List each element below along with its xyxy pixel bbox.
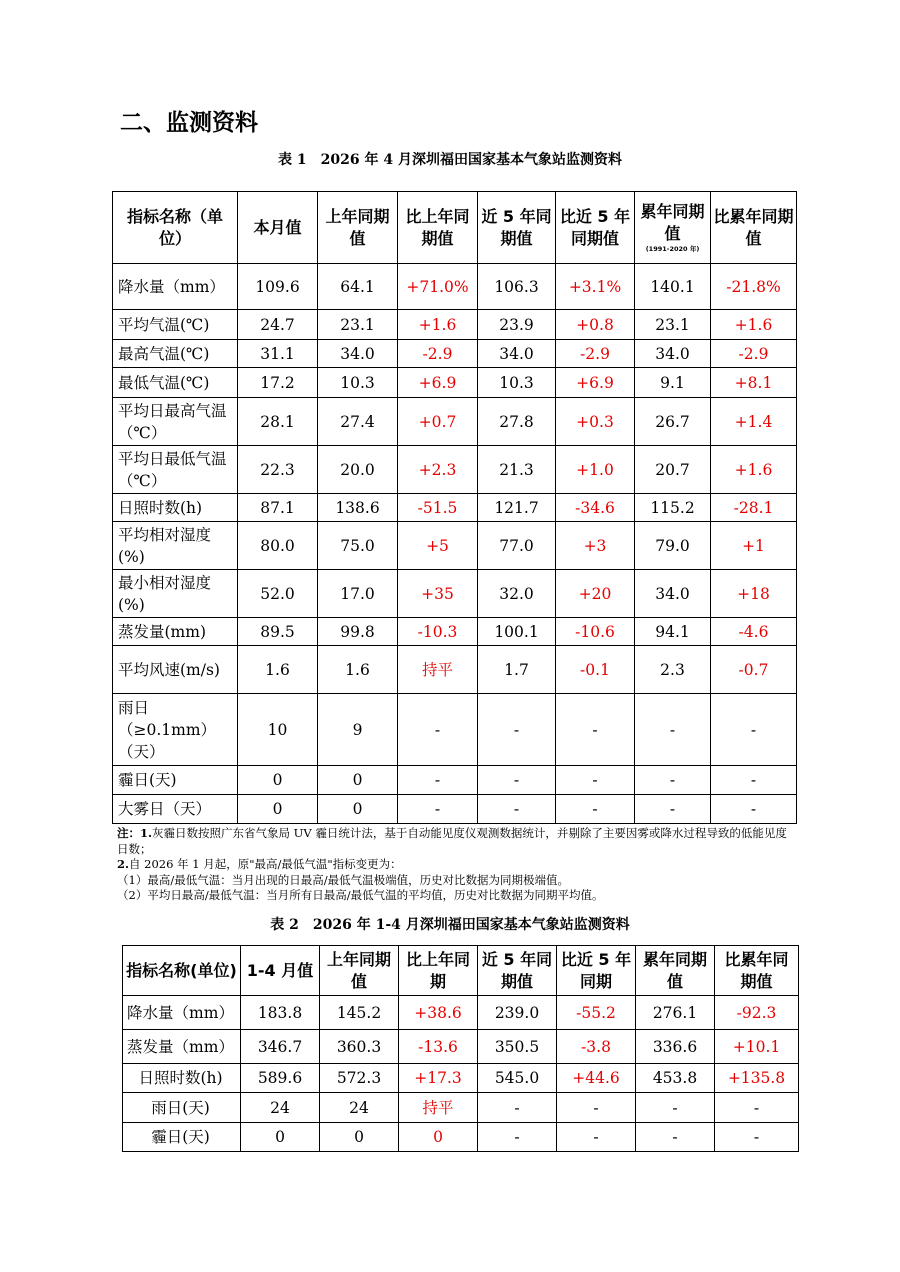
- table-cell: -: [556, 694, 635, 766]
- table-row: [113, 264, 797, 310]
- table2-caption: 表 2 2026 年 1-4 月深圳福田国家基本气象站监测资料: [270, 917, 630, 933]
- table-row: [113, 618, 797, 646]
- table-row: [113, 310, 797, 340]
- table-cell: 0: [238, 766, 318, 795]
- table-cell: -28.1: [711, 494, 797, 522]
- row-label: 蒸发量(mm): [113, 618, 238, 646]
- table-cell: 23.1: [318, 310, 398, 340]
- table-cell: 20.7: [635, 446, 711, 494]
- table-cell: -34.6: [556, 494, 635, 522]
- row-label: 日照时数(h): [113, 494, 238, 522]
- row-label: 平均相对湿度(%): [113, 522, 238, 570]
- table-cell: -: [636, 1123, 715, 1152]
- note-3: （1）最高/最低气温：当月出现的日最高/最低气温极端值，历史对比数据为同期极端值。: [117, 872, 570, 887]
- row-label: 最低气温(℃): [113, 368, 238, 398]
- column-header: [318, 192, 398, 264]
- table-cell: -: [635, 795, 711, 824]
- column-header-label: 累年同期值: [642, 949, 707, 991]
- table-row: [113, 368, 797, 398]
- table-cell: +1.6: [398, 310, 478, 340]
- table-cell: 0: [238, 795, 318, 824]
- table-cell: +6.9: [556, 368, 635, 398]
- table-cell: 346.7: [241, 1030, 320, 1064]
- table-cell: -2.9: [556, 340, 635, 368]
- table-cell: +10.1: [715, 1030, 799, 1064]
- table-cell: +20: [556, 570, 635, 618]
- table-cell: -: [478, 1123, 557, 1152]
- table-cell: +0.3: [556, 398, 635, 446]
- table-cell: 9: [318, 694, 398, 766]
- table-cell: -: [478, 1093, 557, 1123]
- table-cell: 34.0: [635, 340, 711, 368]
- table-cell: 64.1: [318, 264, 398, 310]
- table-cell: 1.7: [478, 646, 556, 694]
- column-header: [123, 946, 241, 996]
- table-cell: -10.3: [398, 618, 478, 646]
- table-cell: +0.8: [556, 310, 635, 340]
- table-row: [113, 522, 797, 570]
- table-cell: 24: [320, 1093, 399, 1123]
- table-cell: -: [478, 795, 556, 824]
- table-cell: -: [636, 1093, 715, 1123]
- table-row: [113, 795, 797, 824]
- row-label: 雨日（≥0.1mm）（天）: [113, 694, 238, 766]
- table-cell: 79.0: [635, 522, 711, 570]
- table-row: [123, 1093, 799, 1123]
- note-2: 2.自 2026 年 1 月起，原"最高/最低气温"指标变更为：: [117, 857, 402, 871]
- table-cell: -0.7: [711, 646, 797, 694]
- table-cell: -3.8: [557, 1030, 636, 1064]
- table-cell: +71.0%: [398, 264, 478, 310]
- table-cell: +2.3: [398, 446, 478, 494]
- table-cell: 持平: [399, 1093, 478, 1123]
- table-cell: 1.6: [238, 646, 318, 694]
- table-cell: 183.8: [241, 996, 320, 1030]
- table-row: [123, 1064, 799, 1093]
- table-cell: 34.0: [635, 570, 711, 618]
- table-cell: 2.3: [635, 646, 711, 694]
- table-cell: -0.1: [556, 646, 635, 694]
- column-header: [715, 946, 799, 996]
- table-row: [123, 1123, 799, 1152]
- column-header: [711, 192, 797, 264]
- row-label: 降水量（mm）: [113, 264, 238, 310]
- note-1: 注：1.灰霾日数按照广东省气象局 UV 霾日统计法，基于自动能见度仪观测数据统计，并剔除了主要因雾或降水过程导致的低能见度日数；: [117, 826, 787, 856]
- column-header-label: 比累年同期值: [724, 949, 789, 991]
- table-cell: 17.2: [238, 368, 318, 398]
- table-cell: -: [557, 1123, 636, 1152]
- table-cell: 140.1: [635, 264, 711, 310]
- table-row: [113, 694, 797, 766]
- column-header: [241, 946, 320, 996]
- table-cell: 32.0: [478, 570, 556, 618]
- table-cell: 21.3: [478, 446, 556, 494]
- table-cell: 1.6: [318, 646, 398, 694]
- table-cell: +44.6: [557, 1064, 636, 1093]
- table-cell: 52.0: [238, 570, 318, 618]
- table-cell: 持平: [398, 646, 478, 694]
- table-cell: 0: [320, 1123, 399, 1152]
- table1-notes: [117, 826, 797, 904]
- table-cell: 87.1: [238, 494, 318, 522]
- row-label: 最小相对湿度(%): [113, 570, 238, 618]
- table-row: [113, 646, 797, 694]
- column-header-label: 比上年同期: [405, 949, 470, 991]
- column-header-label: 指标名称(单位): [126, 960, 237, 980]
- table-cell: 10.3: [478, 368, 556, 398]
- table-cell: 89.5: [238, 618, 318, 646]
- column-header: [238, 192, 318, 264]
- column-header-label: 上年同期值: [325, 206, 390, 248]
- table-cell: 23.1: [635, 310, 711, 340]
- table-cell: -: [715, 1093, 799, 1123]
- table-cell: 10: [238, 694, 318, 766]
- table-cell: 145.2: [320, 996, 399, 1030]
- table-cell: 572.3: [320, 1064, 399, 1093]
- table-cell: 17.0: [318, 570, 398, 618]
- table-cell: 80.0: [238, 522, 318, 570]
- table-cell: 360.3: [320, 1030, 399, 1064]
- table-cell: -: [711, 795, 797, 824]
- table-cell: 34.0: [318, 340, 398, 368]
- column-header-label: 累年同期值: [640, 202, 705, 243]
- table-cell: -: [711, 694, 797, 766]
- table-cell: -: [556, 766, 635, 795]
- table-cell: 20.0: [318, 446, 398, 494]
- section-title: 二、监测资料: [120, 110, 258, 136]
- table-cell: -: [635, 694, 711, 766]
- table-cell: 31.1: [238, 340, 318, 368]
- table-cell: 23.9: [478, 310, 556, 340]
- table-cell: +1.0: [556, 446, 635, 494]
- table-cell: +17.3: [399, 1064, 478, 1093]
- table-cell: +3.1%: [556, 264, 635, 310]
- table-cell: +3: [556, 522, 635, 570]
- row-label: 雨日(天): [123, 1093, 241, 1123]
- column-header: [635, 192, 711, 264]
- table-cell: 121.7: [478, 494, 556, 522]
- table-cell: -: [478, 766, 556, 795]
- table-row: [113, 766, 797, 795]
- row-label: 平均日最高气温（℃）: [113, 398, 238, 446]
- column-header: [320, 946, 399, 996]
- table-cell: 100.1: [478, 618, 556, 646]
- table-cell: -: [398, 766, 478, 795]
- table-cell: +38.6: [399, 996, 478, 1030]
- table-cell: -55.2: [557, 996, 636, 1030]
- column-header-label: 本月值: [253, 217, 302, 237]
- row-label: 日照时数(h): [123, 1064, 241, 1093]
- column-header-label: 指标名称（单位）: [126, 206, 223, 248]
- table-cell: 239.0: [478, 996, 557, 1030]
- table-cell: -: [398, 694, 478, 766]
- table-cell: +1.6: [711, 310, 797, 340]
- column-header: [636, 946, 715, 996]
- table-cell: +8.1: [711, 368, 797, 398]
- table-row: [113, 340, 797, 368]
- column-header: [399, 946, 478, 996]
- table-cell: 0: [318, 795, 398, 824]
- table-cell: +0.7: [398, 398, 478, 446]
- table-cell: 75.0: [318, 522, 398, 570]
- table-cell: 99.8: [318, 618, 398, 646]
- row-label: 最高气温(℃): [113, 340, 238, 368]
- table-cell: 350.5: [478, 1030, 557, 1064]
- note-4: （2）平均日最高/最低气温：当月所有日最高/最低气温的平均值，历史对比数据为同期平均值。: [117, 888, 604, 902]
- table-cell: 336.6: [636, 1030, 715, 1064]
- table-cell: -10.6: [556, 618, 635, 646]
- table-cell: -: [711, 766, 797, 795]
- table-cell: 0: [241, 1123, 320, 1152]
- table-cell: +1: [711, 522, 797, 570]
- table2-header-row: [123, 946, 799, 996]
- column-header-subnote: (1991-2020 年): [645, 245, 700, 253]
- table-cell: +5: [398, 522, 478, 570]
- table-cell: -: [556, 795, 635, 824]
- table-row: [113, 446, 797, 494]
- row-label: 霾日(天): [123, 1123, 241, 1152]
- table-cell: -: [398, 795, 478, 824]
- column-header: [478, 192, 556, 264]
- column-header-label: 比近 5 年同期: [560, 949, 632, 991]
- column-header-label: 比上年同期值: [405, 206, 470, 248]
- table-cell: -21.8%: [711, 264, 797, 310]
- table-row: [123, 996, 799, 1030]
- column-header-label: 比累年同期值: [713, 206, 794, 248]
- table1-caption: 表 1 2026 年 4 月深圳福田国家基本气象站监测资料: [278, 152, 622, 168]
- table-row: [113, 494, 797, 522]
- row-label: 蒸发量（mm）: [123, 1030, 241, 1064]
- table-cell: 453.8: [636, 1064, 715, 1093]
- column-header-label: 近 5 年同期值: [481, 206, 552, 248]
- table-cell: +6.9: [398, 368, 478, 398]
- table-cell: 109.6: [238, 264, 318, 310]
- table-cell: -: [478, 694, 556, 766]
- table-cell: 34.0: [478, 340, 556, 368]
- row-label: 降水量（mm）: [123, 996, 241, 1030]
- table-cell: -4.6: [711, 618, 797, 646]
- table-row: [113, 570, 797, 618]
- column-header-label: 上年同期值: [326, 949, 391, 991]
- row-label: 平均风速(m/s): [113, 646, 238, 694]
- column-header: [557, 946, 636, 996]
- table-cell: 106.3: [478, 264, 556, 310]
- table-cell: 10.3: [318, 368, 398, 398]
- column-header-label: 1-4 月值: [246, 960, 314, 980]
- column-header: [556, 192, 635, 264]
- table-cell: 9.1: [635, 368, 711, 398]
- table-cell: 589.6: [241, 1064, 320, 1093]
- table-cell: 115.2: [635, 494, 711, 522]
- row-label: 霾日(天): [113, 766, 238, 795]
- table-row: [123, 1030, 799, 1064]
- table-cell: 24: [241, 1093, 320, 1123]
- table-cell: 545.0: [478, 1064, 557, 1093]
- table-cell: 28.1: [238, 398, 318, 446]
- table-cell: -92.3: [715, 996, 799, 1030]
- table2: [122, 945, 799, 1152]
- table-cell: 27.8: [478, 398, 556, 446]
- table-cell: -13.6: [399, 1030, 478, 1064]
- column-header: [398, 192, 478, 264]
- table-cell: 0: [399, 1123, 478, 1152]
- table-cell: 276.1: [636, 996, 715, 1030]
- table-cell: -: [557, 1093, 636, 1123]
- table-cell: 77.0: [478, 522, 556, 570]
- row-label: 大雾日（天）: [113, 795, 238, 824]
- table-cell: +35: [398, 570, 478, 618]
- row-label: 平均气温(℃): [113, 310, 238, 340]
- table-cell: -2.9: [398, 340, 478, 368]
- column-header: [478, 946, 557, 996]
- table1: [112, 191, 797, 824]
- table-cell: +135.8: [715, 1064, 799, 1093]
- table-cell: +1.6: [711, 446, 797, 494]
- column-header-label: 近 5 年同期值: [481, 949, 553, 991]
- table-cell: +1.4: [711, 398, 797, 446]
- row-label: 平均日最低气温（℃）: [113, 446, 238, 494]
- table-cell: +18: [711, 570, 797, 618]
- table-cell: -51.5: [398, 494, 478, 522]
- column-header-label: 比近 5 年同期值: [559, 206, 631, 248]
- table-cell: 0: [318, 766, 398, 795]
- table-cell: 94.1: [635, 618, 711, 646]
- table-row: [113, 398, 797, 446]
- table-cell: 22.3: [238, 446, 318, 494]
- table-cell: 24.7: [238, 310, 318, 340]
- table-cell: 26.7: [635, 398, 711, 446]
- table-cell: -2.9: [711, 340, 797, 368]
- table-cell: -: [715, 1123, 799, 1152]
- table-cell: 138.6: [318, 494, 398, 522]
- table-cell: -: [635, 766, 711, 795]
- table1-header-row: [113, 192, 797, 264]
- table-cell: 27.4: [318, 398, 398, 446]
- column-header: [113, 192, 238, 264]
